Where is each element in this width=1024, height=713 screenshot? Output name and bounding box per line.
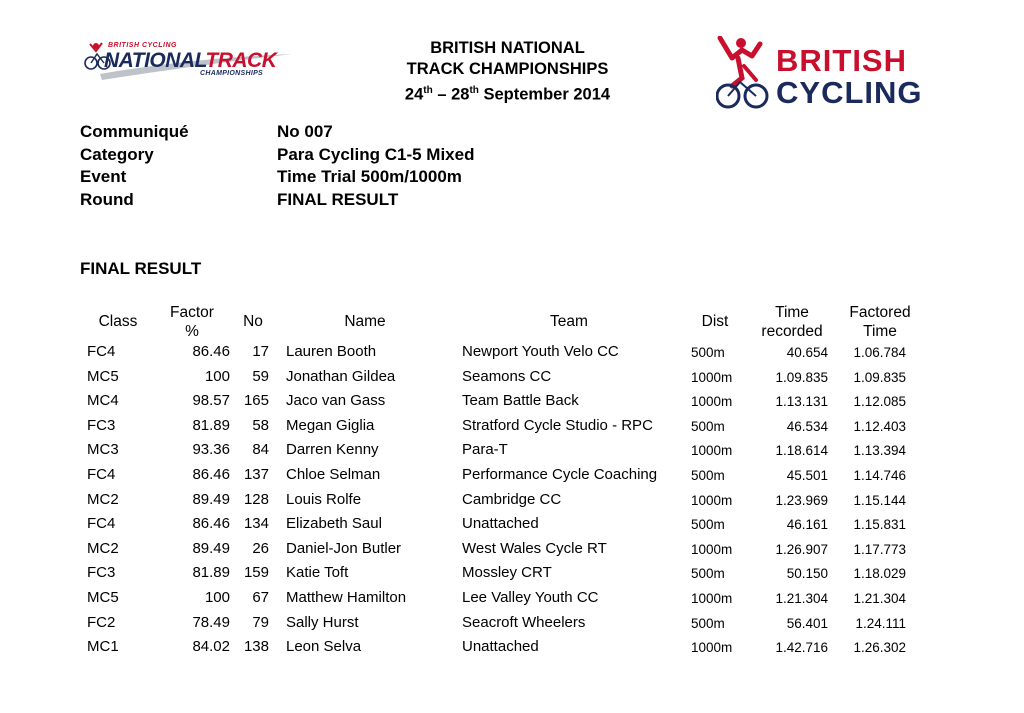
cell-dist: 1000m [691,443,733,459]
logo-national-text: NATIONAL [104,49,206,72]
cell-no: 67 [252,589,269,606]
date-start-day: 24 [404,85,424,104]
logo-british-word: BRITISH [776,43,907,78]
cell-time-recorded: 1.26.907 [775,541,828,557]
cell-factor: 78.49 [192,613,230,631]
table-row [0,368,1024,393]
cell-dist: 500m [691,468,725,483]
cell-dist: 1000m [691,369,733,385]
header-factored-line1: Factored [849,304,911,321]
cell-time-recorded: 40.654 [786,345,828,360]
cell-no: 137 [243,466,269,483]
event-value: Time Trial 500m/1000m [277,167,462,186]
round-label: Round [80,190,134,209]
cell-no: 134 [243,515,269,533]
cell-team: Team Battle Back [462,392,579,410]
round-value: FINAL RESULT [277,190,399,209]
cell-factored-time: 1.26.302 [853,640,906,656]
logo-track-text: TRACK [205,49,277,72]
cell-team: Unattached [462,638,539,656]
cell-name: Jonathan Gildea [286,367,396,385]
cell-factored-time: 1.21.304 [853,591,906,606]
cell-factored-time: 1.12.403 [853,418,906,434]
cell-factor: 100 [204,367,230,385]
table-row [0,441,1024,466]
header-team: Team [550,313,588,330]
cell-factored-time: 1.17.773 [853,541,906,557]
table-row [0,466,1024,491]
cell-class: MC1 [87,638,119,656]
cell-dist: 1000m [691,541,733,557]
cell-factor: 93.36 [192,441,230,459]
cell-no: 138 [243,638,269,656]
cell-name: Jaco van Gass [286,392,386,410]
category-value: Para Cycling C1-5 Mixed [277,145,475,164]
cell-time-recorded: 1.42.716 [775,640,828,656]
table-row [0,589,1024,614]
communique-label: Communiqué [80,122,189,141]
cell-factored-time: 1.14.746 [853,468,906,483]
cell-team: West Wales Cycle RT [462,539,607,557]
header-factor [160,303,224,341]
table-row [0,392,1024,417]
cell-team: Performance Cycle Coaching [462,466,658,483]
cell-name: Louis Rolfe [286,490,362,508]
date-end-day: 28 [451,85,470,104]
header-dist: Dist [701,313,729,330]
section-heading: FINAL RESULT [80,259,202,278]
cell-no: 59 [252,367,269,385]
cell-factored-time: 1.12.085 [853,394,906,410]
cell-factor: 86.46 [192,515,230,533]
cell-class: MC4 [87,392,119,410]
cell-name: Lauren Booth [286,343,377,360]
title-line-2: TRACK CHAMPIONSHIPS [406,60,609,78]
cell-factored-time: 1.24.111 [855,615,906,631]
cell-factor: 84.02 [192,638,230,656]
cell-name: Megan Giglia [286,416,375,434]
cell-time-recorded: 46.534 [786,418,828,434]
cell-time-recorded: 1.13.131 [775,394,828,410]
cell-factored-time: 1.09.835 [853,369,906,385]
cell-factored-time: 1.15.144 [853,492,906,508]
cell-time-recorded: 1.23.969 [775,492,828,508]
cell-class: FC4 [87,343,116,360]
cell-team: Para-T [462,441,508,459]
cell-factored-time: 1.18.029 [853,566,906,582]
cell-no: 84 [252,441,269,459]
header-factored-line2: Time [863,323,897,340]
header-factor-line1: Factor [170,304,214,321]
cell-no: 128 [243,490,269,508]
header-no: No [243,313,263,330]
cell-name: Daniel-Jon Butler [286,539,402,557]
cell-time-recorded: 1.21.304 [775,591,828,606]
header-name: Name [344,313,386,330]
header-class: Class [98,313,138,330]
logo-championships-text: CHAMPIONSHIPS [200,70,264,77]
table-row [0,540,1024,565]
table-row [0,515,1024,540]
cell-factor: 86.46 [192,343,230,360]
cell-name: Matthew Hamilton [286,589,407,606]
cell-no: 17 [252,343,269,360]
cell-dist: 500m [691,418,725,434]
cell-factor: 81.89 [192,416,230,434]
cell-class: MC3 [87,441,119,459]
cell-time-recorded: 56.401 [786,615,828,631]
cell-dist: 500m [691,517,725,533]
date-start-suffix: th [423,85,433,96]
document-title [330,38,685,106]
cell-dist: 1000m [691,591,733,606]
logo-cycling-word: CYCLING [776,75,923,110]
cell-name: Chloe Selman [286,466,381,483]
cell-time-recorded: 50.150 [786,566,828,582]
category-label: Category [80,145,154,164]
title-line-1: BRITISH NATIONAL [430,39,585,57]
cell-no: 58 [252,416,269,434]
cell-no: 26 [252,539,269,557]
table-row [0,614,1024,639]
table-row [0,564,1024,589]
british-cycling-logo [716,36,951,112]
logo-small-text: BRITISH CYCLING [108,42,177,49]
cell-time-recorded: 1.09.835 [775,369,828,385]
cell-dist: 500m [691,345,725,360]
cell-dist: 1000m [691,640,733,656]
cell-no: 79 [252,613,269,631]
cell-factored-time: 1.06.784 [853,345,906,360]
cell-time-recorded: 45.501 [786,468,828,483]
cell-factor: 89.49 [192,490,230,508]
british-cycling-figure-icon [716,36,776,112]
cell-dist: 1000m [691,492,733,508]
cell-name: Elizabeth Saul [286,515,382,533]
cell-no: 165 [243,392,269,410]
cell-name: Leon Selva [286,638,362,656]
header-factor-line2: % [185,323,199,340]
cell-team: Seacroft Wheelers [462,613,586,631]
cell-class: FC2 [87,613,116,631]
cell-factor: 98.57 [192,392,230,410]
cell-factored-time: 1.13.394 [853,443,906,459]
cell-class: FC3 [87,564,116,582]
cell-factor: 89.49 [192,539,230,557]
cell-class: MC2 [87,490,119,508]
header-time-line1: Time [775,304,809,321]
cell-class: MC2 [87,539,119,557]
cell-factor: 81.89 [192,564,230,582]
title-dates [330,80,685,106]
cell-time-recorded: 46.161 [786,517,828,533]
cell-class: MC5 [87,367,119,385]
cell-team: Newport Youth Velo CC [462,343,619,360]
table-row [0,638,1024,663]
cell-team: Unattached [462,515,539,533]
cell-team: Mossley CRT [462,564,552,582]
date-month-year: September 2014 [478,85,611,104]
cell-team: Stratford Cycle Studio - RPC [462,416,653,434]
cell-factor: 86.46 [192,466,230,483]
event-label: Event [80,167,127,186]
cell-team: Lee Valley Youth CC [462,589,599,606]
table-row [0,417,1024,442]
cell-no: 159 [243,564,269,582]
table-row [0,343,1024,368]
header-time-line2: recorded [761,323,823,340]
cell-factor: 100 [204,589,230,606]
cell-name: Katie Toft [286,564,349,582]
cell-dist: 500m [691,566,725,582]
cell-team: Cambridge CC [462,490,562,508]
cell-factored-time: 1.15.831 [853,517,906,533]
cell-time-recorded: 1.18.614 [775,443,828,459]
table-row [0,491,1024,516]
header-time-recorded [752,303,832,341]
cell-class: MC5 [87,589,119,606]
cell-class: FC4 [87,515,116,533]
cell-class: FC4 [87,466,116,483]
communique-value: No 007 [277,122,333,141]
date-separator: – [432,85,452,104]
cell-name: Darren Kenny [286,441,379,459]
national-track-championships-logo [82,40,297,90]
cell-dist: 1000m [691,394,733,410]
date-end-suffix: th [469,85,479,96]
header-factored-time [838,303,922,341]
cell-name: Sally Hurst [286,613,359,631]
cell-dist: 500m [691,615,725,631]
cell-class: FC3 [87,416,116,434]
cell-team: Seamons CC [462,367,552,385]
